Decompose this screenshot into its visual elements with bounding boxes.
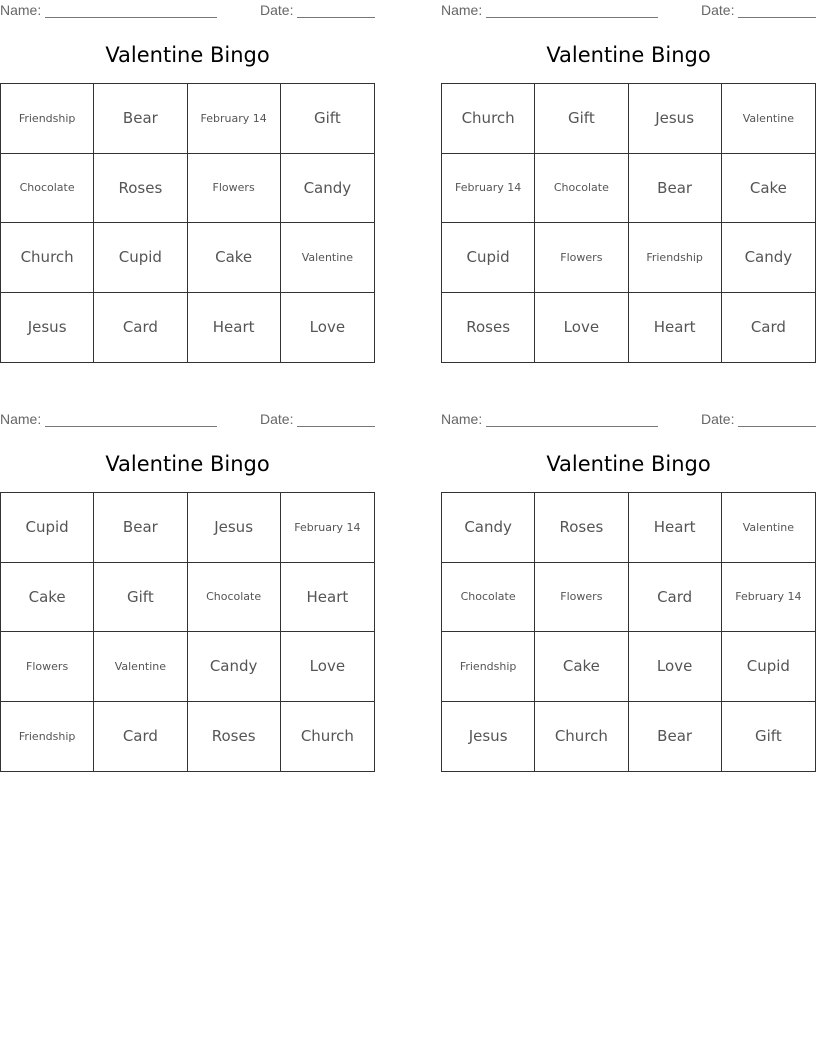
date-field-line[interactable] <box>738 17 816 18</box>
bingo-cell: Flowers <box>535 223 628 293</box>
card-title: Valentine Bingo <box>546 43 711 67</box>
bingo-cell: Chocolate <box>1 154 94 224</box>
bingo-cell: Friendship <box>629 223 722 293</box>
date-field-line[interactable] <box>738 426 816 427</box>
bingo-cell: Cupid <box>442 223 535 293</box>
bingo-cell: Love <box>309 318 346 337</box>
bingo-cell: Love <box>535 293 628 363</box>
bingo-grid <box>0 492 375 772</box>
name-field-line[interactable] <box>486 17 658 18</box>
bingo-grid <box>0 83 375 363</box>
bingo-cell: Roses <box>535 493 628 563</box>
bingo-cell: Card <box>750 318 786 337</box>
bingo-cell: Bear <box>629 702 722 772</box>
bingo-cell: Valentine <box>722 84 815 154</box>
bingo-cell: Candy <box>188 632 281 702</box>
bingo-cell: Jesus <box>188 493 281 563</box>
bingo-cell: Roses <box>188 702 281 772</box>
bingo-cell: February 14 <box>188 84 281 154</box>
name-date-row <box>0 411 375 427</box>
bingo-cell: Flowers <box>1 632 94 702</box>
date-label: Date: <box>701 2 735 18</box>
card-title: Valentine Bingo <box>105 452 270 476</box>
bingo-grid <box>441 492 816 772</box>
bingo-cell: Bear <box>94 84 187 154</box>
card-title: Valentine Bingo <box>546 452 711 476</box>
bingo-grid <box>441 83 816 363</box>
bingo-cell: Gift <box>281 84 374 154</box>
bingo-cell: Jesus <box>1 293 94 363</box>
bingo-cell: Candy <box>722 223 815 293</box>
name-field-line[interactable] <box>45 426 217 427</box>
bingo-cell: Friendship <box>1 84 94 154</box>
name-label: Name: <box>441 2 483 18</box>
bingo-cell: Love <box>629 632 722 702</box>
bingo-cell: Cake <box>535 632 628 702</box>
bingo-cell: February 14 <box>281 493 374 563</box>
bingo-cell: Heart <box>629 493 722 563</box>
date-field-line[interactable] <box>297 426 375 427</box>
name-field-line[interactable] <box>486 426 658 427</box>
bingo-cell: Cake <box>722 154 815 224</box>
bingo-cell: Love <box>281 632 374 702</box>
bingo-cell: Valentine <box>94 632 187 702</box>
bingo-cell: Friendship <box>442 632 535 702</box>
bingo-cell: Card <box>629 563 722 633</box>
bingo-cell: Chocolate <box>188 563 281 633</box>
date-label: Date: <box>260 2 294 18</box>
bingo-card <box>441 409 816 783</box>
bingo-cell: Heart <box>188 293 281 363</box>
bingo-cell: Chocolate <box>442 563 535 633</box>
bingo-cell: Friendship <box>1 702 94 772</box>
bingo-cell: Church <box>1 223 94 293</box>
name-date-row <box>0 2 375 18</box>
bingo-cell: Chocolate <box>535 154 628 224</box>
bingo-card <box>0 0 375 374</box>
bingo-cell: Valentine <box>281 223 374 293</box>
date-field-line[interactable] <box>297 17 375 18</box>
bingo-cell: Church <box>300 727 354 746</box>
name-label: Name: <box>0 2 42 18</box>
bingo-cell: Candy <box>442 493 535 563</box>
bingo-cell: Gift <box>755 727 782 746</box>
name-field-line[interactable] <box>45 17 217 18</box>
bingo-cell: Card <box>94 293 187 363</box>
bingo-cell: Cupid <box>722 632 815 702</box>
bingo-cell: February 14 <box>442 154 535 224</box>
name-date-row <box>441 411 816 427</box>
name-date-row <box>441 2 816 18</box>
bingo-cell: Cake <box>1 563 94 633</box>
name-label: Name: <box>441 411 483 427</box>
bingo-cell: Church <box>535 702 628 772</box>
bingo-cell: Jesus <box>629 84 722 154</box>
name-label: Name: <box>0 411 42 427</box>
bingo-cell: Gift <box>535 84 628 154</box>
bingo-cell: Heart <box>629 293 722 363</box>
bingo-cell: Cake <box>188 223 281 293</box>
bingo-cell: Heart <box>281 563 374 633</box>
bingo-cell: Candy <box>281 154 374 224</box>
date-label: Date: <box>701 411 735 427</box>
date-label: Date: <box>260 411 294 427</box>
bingo-cell: Cupid <box>94 223 187 293</box>
bingo-cell: February 14 <box>722 563 815 633</box>
bingo-cell: Jesus <box>442 702 535 772</box>
bingo-cell: Roses <box>94 154 187 224</box>
bingo-cell: Gift <box>94 563 187 633</box>
bingo-cell: Card <box>94 702 187 772</box>
bingo-cell: Church <box>442 84 535 154</box>
bingo-card <box>0 409 375 783</box>
bingo-cell: Flowers <box>535 563 628 633</box>
card-title: Valentine Bingo <box>105 43 270 67</box>
bingo-cell: Roses <box>442 293 535 363</box>
bingo-cell: Bear <box>629 154 722 224</box>
bingo-card <box>441 0 816 374</box>
bingo-cell: Bear <box>94 493 187 563</box>
bingo-cell: Valentine <box>722 493 815 563</box>
bingo-cell: Flowers <box>188 154 281 224</box>
bingo-cell: Cupid <box>1 493 94 563</box>
